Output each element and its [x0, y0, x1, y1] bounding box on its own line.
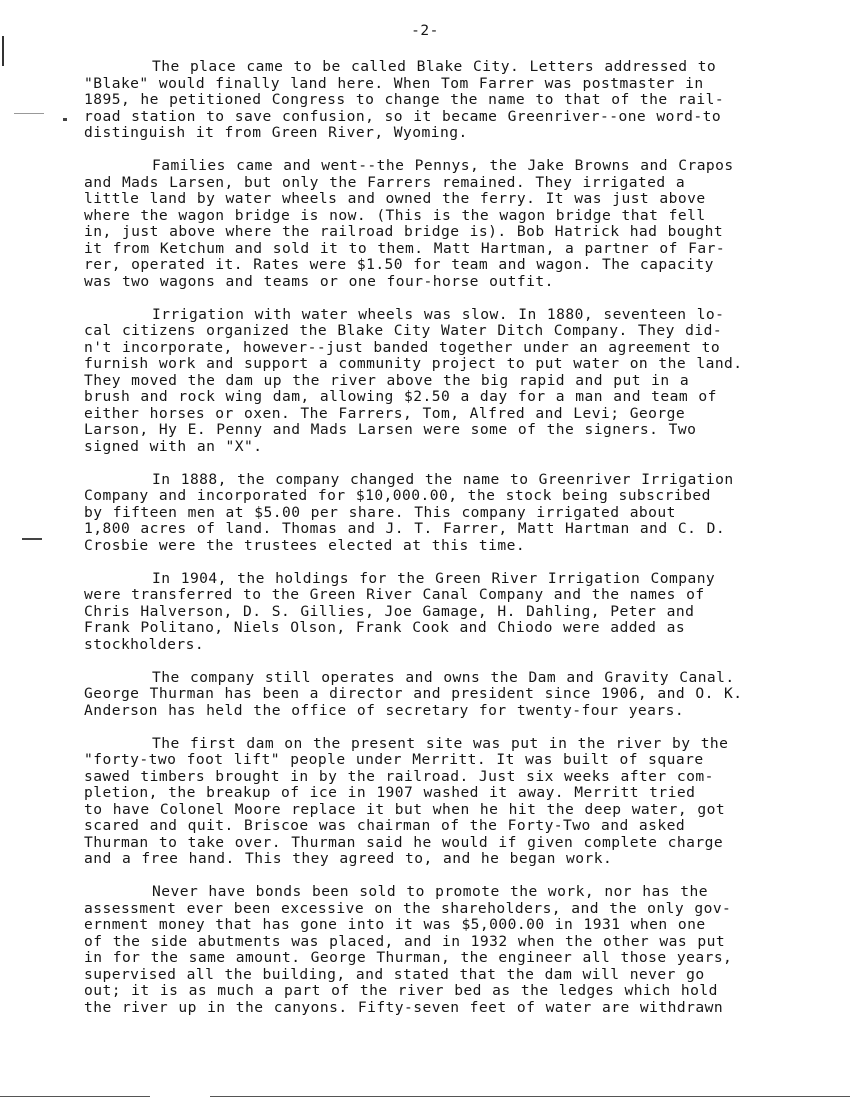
paragraph-blake-city: The place came to be called Blake City. Letters addressed to "Blake" would finally land here. When Tom Farrer was postmaster in 1895, he petitioned Congress to change the name to that of the rail- road station to save confusion, so it became Greenriver--one word-to distinguish it from Green River, Wyoming.: [84, 58, 725, 141]
scan-speck: [63, 118, 67, 121]
paragraph-1888: In 1888, the company changed the name to Greenriver Irrigation Company and incorporated for $10,000.00, the stock being subscribed by fifteen men at $5.00 per share. This company irrigated about 1,800 acres of land. Thomas and J. T. Farrer, Matt Hartman and C. D. Crosbie were the trustees elected at this time.: [84, 470, 734, 554]
paragraph-irrigation: Irrigation with water wheels was slow. In 1880, seventeen lo- cal citizens organized the Blake City Water Ditch Company. They did- n't incorporate, however--just banded together under an agreement to furnish work and support a community project to put water on the land. They moved the dam up the river above the big rapid and put in a brush and rock wing dam, allowing $2.50 a day for a man and team of either horses or oxen. The Farrers, Tom, Alfred and Levi; George Larson, Hy E. Penny and Mads Larsen were some of the signers. Two signed with an "X".: [84, 305, 743, 455]
paragraph-company-operates: The company still operates and owns the Dam and Gravity Canal. George Thurman has been a director and president since 1906, and O. K. Anderson has held the office of secretary for twenty-four years.: [84, 668, 743, 719]
scan-smudge: [14, 113, 44, 114]
paragraph-first-dam: The first dam on the present site was put in the river by the "forty-two foot lift" people under Merritt. It was built of square sawed timbers brought in by the railroad. Just six weeks after com- pletion, the breakup of ice in 1907 washed it away. Merritt tried to have Colonel Moore replace it but when he hit the deep water, got scared and quit. Briscoe was chairman of the Forty-Two and asked Thurman to take over. Thurman said he would if given complete charge and a free hand. This they agreed to, and he began work.: [84, 734, 729, 867]
scan-margin-mark: [2, 36, 4, 66]
scan-bottom-edge-left: [0, 1096, 150, 1097]
paragraph-families: Families came and went--the Pennys, the Jake Browns and Crapos and Mads Larsen, but only the Farrers remained. They irrigated a little land by water wheels and owned the ferry. It was just above where the wagon bridge is now. (This is the wagon bridge that fell in, just above where the railroad bridge is). Bob Hatrick had bought it from Ketchum and sold it to them. Matt Hartman, a partner of Far- rer, operated it. Rates were $1.50 for team and wagon. The capacity was two wagons and teams or one four-horse outfit.: [84, 157, 734, 290]
paragraph-1904: In 1904, the holdings for the Green River Irrigation Company were transferred to the Green River Canal Company and the names of Chris Halverson, D. S. Gillies, Joe Gamage, H. Dahling, Peter and Frank Politano, Niels Olson, Frank Cook and Chiodo were added as stockholders.: [84, 569, 716, 653]
scan-bottom-edge-right: [210, 1096, 850, 1097]
body-text: [84, 59, 796, 1033]
scan-margin-dash: [22, 538, 42, 540]
page-number: -2-: [411, 23, 439, 39]
paragraph-bonds: Never have bonds been sold to promote the work, nor has the assessment ever been excessive on the shareholders, and the only gov- ernment money that has gone into it was $5,000.00 in 1931 when one of the side abutments was placed, and in 1932 when the other was put in for the same amount. George Thurman, the engineer all those years, supervised all the building, and stated that the dam will never go out; it is as much a part of the river bed as the ledges which hold the river up in the canyons. Fifty-seven feet of water are withdrawn: [84, 883, 733, 1016]
